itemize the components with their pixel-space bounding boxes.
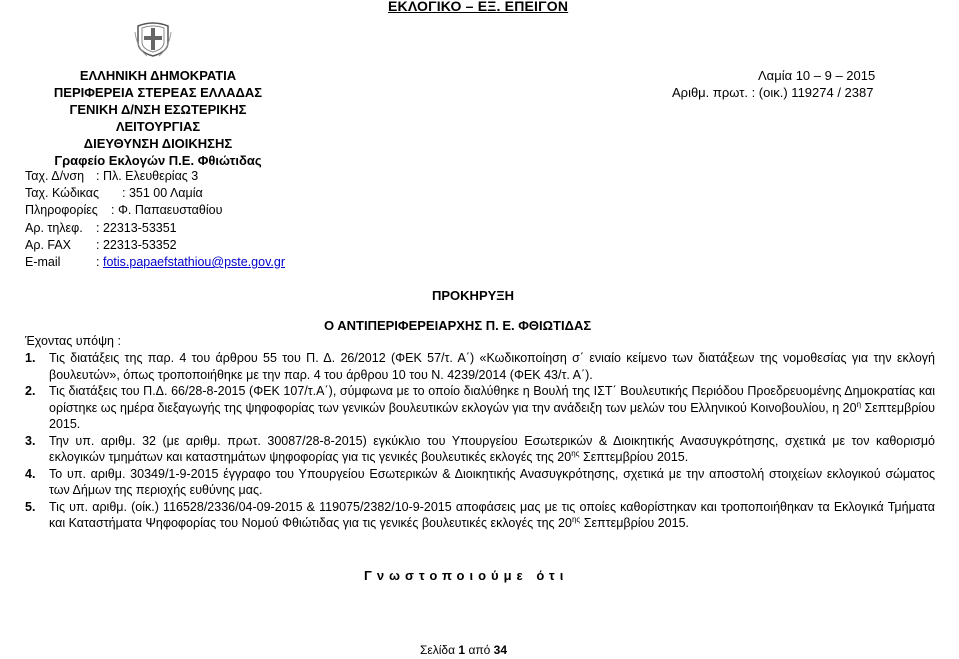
item-number: 4. [25, 466, 36, 481]
item-text-end: Σεπτεμβρίου 2015. [49, 400, 935, 431]
announce-heading: Γνωστοποιούμε ότι [364, 568, 569, 583]
contact-label: Ταχ. Δ/νση [25, 169, 85, 183]
contact-row [25, 220, 285, 237]
ordinal-suffix: ης [571, 514, 581, 524]
greek-coat-of-arms-icon [133, 18, 173, 58]
page-footer [420, 643, 507, 658]
item-text-wrap [49, 383, 935, 433]
date-protocol-block [672, 67, 875, 101]
item-text: Την υπ. αριθμ. 32 (με αριθμ. πρωτ. 30087/28-8-2015) εγκύκλιο του Υπουργείου Εσωτερικών & Διοικητικής Ανασυγκρότησης, σχετικά με τον καθορισμό εκλογικών τμημάτων και καταστημάτων ψηφοφορίας για τις γενικές βουλευτικές εκλογές της 20 [49, 433, 935, 464]
email-link[interactable]: fotis.papaefstathiou@pste.gov.gr [102, 255, 285, 270]
contact-label: Αρ. τηλεφ. [25, 220, 83, 235]
header-line: ΔΙΕΥΘΥΝΣΗ ΔΙΟΙΚΗΣΗΣ [83, 136, 233, 151]
contact-row [25, 168, 285, 185]
footer-prefix: Σελίδα [420, 643, 456, 657]
contact-label: E-mail [25, 255, 61, 270]
contact-row [25, 185, 285, 202]
document-title: ΠΡΟΚΗΡΥΞΗ [432, 288, 515, 303]
page-number: 1 [458, 643, 466, 657]
issuing-authority-header [33, 67, 283, 169]
list-item [25, 499, 935, 532]
list-item [25, 433, 935, 466]
item-text: Τις διατάξεις της παρ. 4 του άρθρου 55 του Π. Δ. 26/2012 (ΦΕΚ 57/τ. Α΄) «Κωδικοποίηση σ΄ ενιαίο κείμενο των διατάξεων της νομοθεσίας για την εκλογή βουλευτών», όπως τροποποιήθηκε με την παρ. 4 του άρθρου 10 του Ν. 4239/2014 (ΦΕΚ 43/τ. Α΄). [49, 351, 935, 382]
contact-row [25, 254, 285, 271]
item-text-wrap [49, 433, 935, 466]
item-text-end: Σεπτεμβρίου 2015. [580, 516, 690, 530]
list-item [25, 383, 935, 433]
contact-label: Ταχ. Κώδικας [25, 186, 100, 201]
item-text: Τις διατάξεις του Π.Δ. 66/28-8-2015 (ΦΕΚ 107/τ.Α΄), σύμφωνα με το οποίο διαλύθηκε η Βουλή της ΙΣΤ΄ Βουλευτικής Περιόδου Προεδρευομένης Δημοκρατίας και ορίστηκε ως ημέρα διεξαγωγής της ψηφοφορίας των γενικών βουλευτικών εκλογών για την ανάδειξη των μελών του Ελληνικού Κοινοβουλίου, η 20 [49, 384, 935, 415]
contact-row [25, 202, 285, 219]
contact-value: : [96, 255, 100, 270]
header-line: ΓΕΝΙΚΗ Δ/ΝΣΗ ΕΣΩΤΕΡΙΚΗΣ ΛΕΙΤΟΥΡΓΙΑΣ [69, 102, 247, 134]
authority-heading: Ο ΑΝΤΙΠΕΡΙΦΕΡΕΙΑΡΧΗΣ Π. Ε. ΦΘΙΩΤΙΔΑΣ [324, 318, 592, 333]
item-text-end: Σεπτεμβρίου 2015. [579, 450, 689, 464]
header-line: Γραφείο Εκλογών Π.Ε. Φθιώτιδας [54, 153, 262, 168]
ordinal-suffix: η [856, 399, 862, 409]
item-text-wrap [49, 499, 935, 532]
ordinal-suffix: ης [571, 448, 580, 458]
list-item [25, 466, 935, 499]
contact-row [25, 237, 285, 254]
item-number: 5. [25, 499, 36, 514]
item-text: Τις υπ. αριθμ. (οίκ.) 116528/2336/04-09-2015 & 119075/2382/10-9-2015 αποφάσεις μας με τις οποίες καθορίστηκαν και τροποποιήθηκαν τα Εκλογικά Τμήματα και Καταστήματα Ψηφοφορίας του Νομού Φθιώτιδας για τις γενικές βουλευτικές εκλογές της 20 [49, 499, 935, 530]
contact-value: : Φ. Παπαευσταθίου [111, 203, 223, 218]
contact-value: : 22313-53351 [96, 220, 177, 235]
list-item [25, 350, 935, 383]
item-number: 1. [25, 351, 36, 365]
considering-label: Έχοντας υπόψη : [25, 334, 121, 348]
item-number: 3. [25, 433, 36, 448]
contact-label: Πληροφορίες [25, 203, 98, 218]
place-date: Λαμία 10 – 9 – 2015 [758, 68, 876, 83]
item-text: Το υπ. αριθμ. 30349/1-9-2015 έγγραφο του Υπουργείου Εσωτερικών & Διοικητικής Ανασυγκρότησης, σχετικά με την αποστολή στοιχείων εκλογικού σώματος των Δήμων της περιοχής ευθύνης μας. [49, 466, 935, 497]
contact-details [25, 168, 285, 271]
header-line: ΕΛΛΗΝΙΚΗ ΔΗΜΟΚΡΑΤΙΑ [79, 68, 237, 83]
legal-basis-list [25, 350, 935, 532]
contact-label: Αρ. FAX [25, 237, 72, 252]
footer-middle: από [468, 643, 491, 657]
contact-value: : 351 00 Λαμία [122, 186, 203, 201]
header-line: ΠΕΡΙΦΕΡΕΙΑ ΣΤΕΡΕΑΣ ΕΛΛΑΔΑΣ [53, 85, 263, 100]
contact-value: : Πλ. Ελευθερίας 3 [96, 169, 199, 183]
contact-value: : 22313-53352 [96, 237, 177, 252]
page-total: 34 [493, 643, 508, 657]
urgent-banner: ΕΚΛΟΓΙΚΟ – ΕΞ. ΕΠΕΙΓΟΝ [388, 0, 569, 14]
item-number: 2. [25, 384, 36, 398]
protocol-number: Αριθμ. πρωτ. : (οικ.) 119274 / 2387 [672, 85, 874, 100]
